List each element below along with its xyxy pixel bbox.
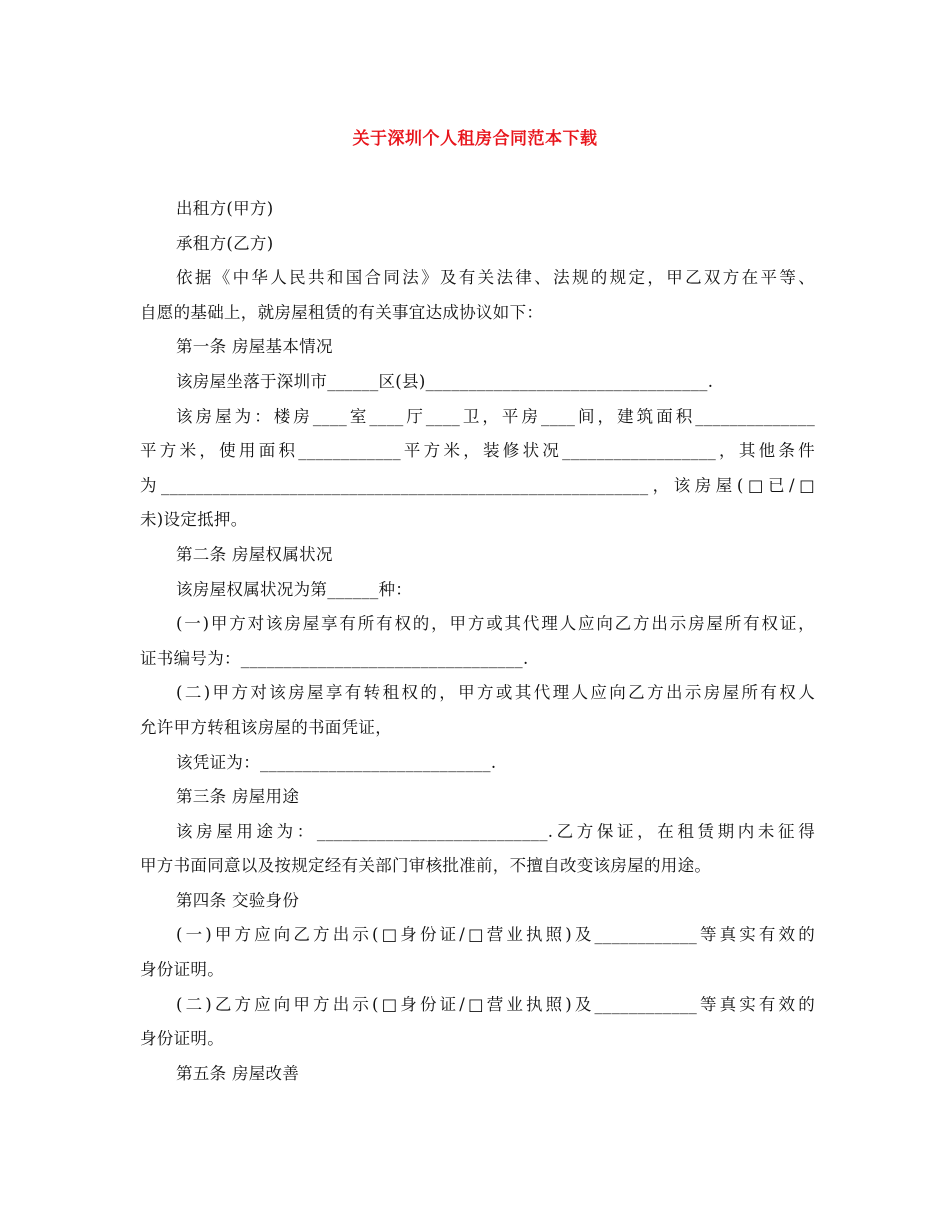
article-4-clause-2-line-1: (二)乙方应向甲方出示(□身份证/□营业执照)及____________等真实有效的 (176, 994, 815, 1014)
article-2-clause-2-line-2: 允许甲方转租该房屋的书面凭证， (140, 717, 392, 737)
article-5-heading: 第五条 房屋改善 (176, 1063, 300, 1083)
preamble-line-1: 依据《中华人民共和国合同法》及有关法律、法规的规定，甲乙双方在平等、 (176, 268, 815, 288)
article-1-details-line-3: 为_________________________________________________________，该房屋(□已/□ (140, 475, 815, 495)
article-2-heading: 第二条 房屋权属状况 (176, 544, 333, 564)
article-4-clause-1-line-2: 身份证明。 (140, 960, 224, 980)
article-1-heading: 第一条 房屋基本情况 (176, 337, 333, 357)
article-2-clause-1-line-1: (一)甲方对该房屋享有所有权的，甲方或其代理人应向乙方出示房屋所有权证， (176, 614, 815, 634)
article-2-clause-1-line-2: 证书编号为：_________________________________. (140, 648, 529, 668)
article-2-type-line: 该房屋权属状况为第______种： (176, 579, 413, 599)
party-b-line: 承租方(乙方) (176, 233, 274, 253)
article-4-heading: 第四条 交验身份 (176, 890, 300, 910)
article-4-clause-2-line-2: 身份证明。 (140, 1029, 224, 1049)
preamble-line-2: 自愿的基础上，就房屋租赁的有关事宜达成协议如下： (140, 302, 544, 322)
article-3-line-1: 该房屋用途为：___________________________.乙方保证，在租赁期内未征得 (176, 821, 815, 841)
article-3-heading: 第三条 房屋用途 (176, 787, 300, 807)
article-1-details-line-2: 平方米，使用面积____________平方米，装修状况__________________，其他条件 (140, 441, 815, 461)
article-3-line-2: 甲方书面同意以及按规定经有关部门审核批准前，不擅自改变该房屋的用途。 (140, 856, 712, 876)
document-title: 关于深圳个人租房合同范本下载 (352, 129, 598, 149)
article-1-details-line-4: 未)设定抵押。 (140, 510, 248, 530)
article-4-clause-1-line-1: (一)甲方应向乙方出示(□身份证/□营业执照)及____________等真实有效的 (176, 925, 815, 945)
article-1-location-line: 该房屋坐落于深圳市______区(县)_________________________________. (176, 371, 714, 391)
article-2-clause-2-line-1: (二)甲方对该房屋享有转租权的，甲方或其代理人应向乙方出示房屋所有权人 (176, 683, 815, 703)
article-2-clause-2-line-3: 该凭证为：___________________________. (176, 752, 497, 772)
party-a-line: 出租方(甲方) (176, 199, 274, 218)
document-body (140, 192, 815, 1091)
article-1-details-line-1: 该房屋为：楼房____室____厅____卫，平房____间，建筑面积______________ (176, 406, 815, 426)
